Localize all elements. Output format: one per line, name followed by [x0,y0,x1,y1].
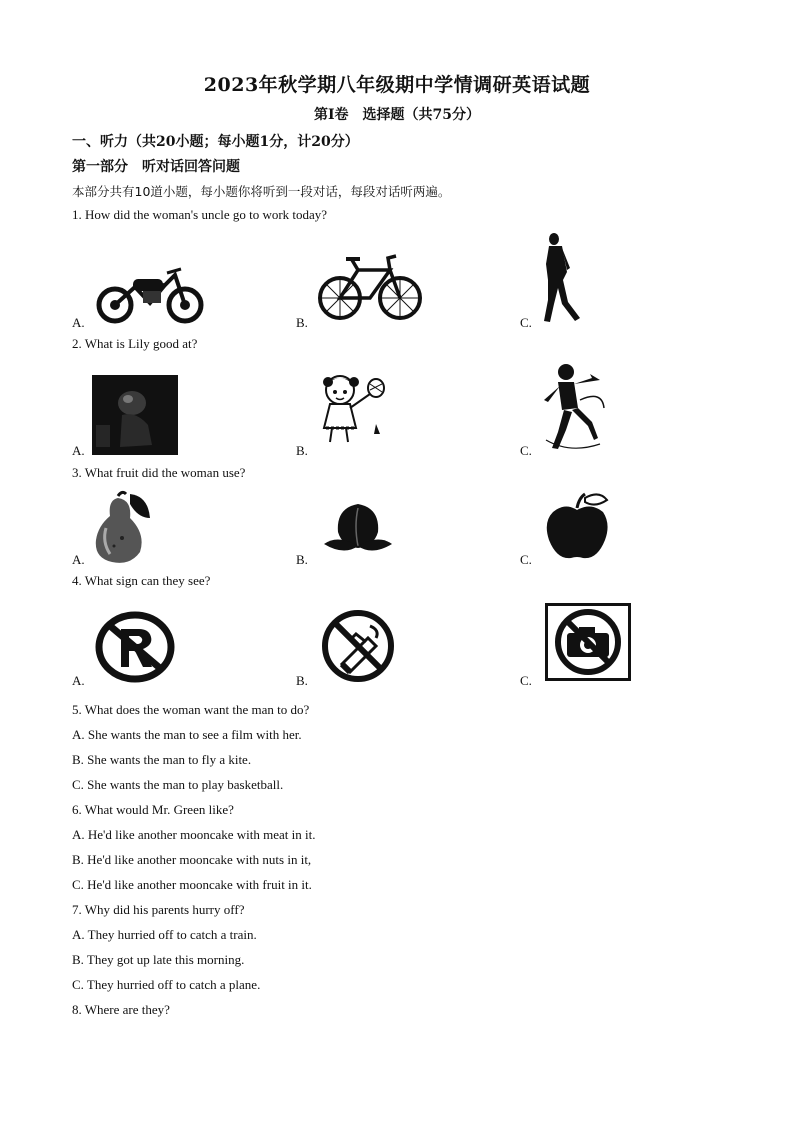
question-1: 1. How did the woman's uncle go to work today? [72,207,328,222]
question-8: 8. Where are they? [72,1002,170,1017]
q6-option-c: C. He'd like another mooncake with fruit in it. [72,877,312,892]
q2-option-b: B. [296,443,308,458]
q1-option-b: B. [296,315,308,330]
q1-option-a: A. [72,315,85,330]
q3-option-c: C. [520,552,532,567]
instruction-text: 本部分共有10道小题，每小题你将听到一段对话，每段对话听两遍。 [72,184,451,199]
q7-option-b: B. They got up late this morning. [72,952,245,967]
question-7: 7. Why did his parents hurry off? [72,902,245,917]
question-3: 3. What fruit did the woman use? [72,465,246,480]
part-heading: 第一部分 听对话回答问题 [72,159,240,175]
apple-icon [545,490,611,562]
q4-option-a: A. [72,673,85,688]
question-6: 6. What would Mr. Green like? [72,802,234,817]
pear-icon [92,488,154,564]
no-photo-sign-icon [545,603,631,681]
motorcycle-icon [95,265,205,325]
no-parking-sign-icon [95,611,175,683]
question-4: 4. What sign can they see? [72,573,211,588]
q5-option-c: C. She wants the man to play basketball. [72,777,284,792]
no-smoking-sign-icon [320,608,396,684]
girl-badminton-icon [318,372,390,448]
peach-icon [320,498,396,556]
question-2: 2. What is Lily good at? [72,336,198,351]
q2-option-c: C. [520,443,532,458]
page-title: 2023年秋学期八年级期中学情调研英语试题 [203,74,591,96]
q3-option-a: A. [72,552,85,567]
dark-photo-icon [92,375,178,455]
q5-option-a: A. She wants the man to see a film with her. [72,727,302,742]
walking-man-icon [540,232,590,324]
bicycle-icon [318,252,423,324]
q6-option-a: A. He'd like another mooncake with meat in it. [72,827,316,842]
q5-option-b: B. She wants the man to fly a kite. [72,752,252,767]
q2-option-a: A. [72,443,85,458]
q7-option-c: C. They hurried off to catch a plane. [72,977,261,992]
q4-option-c: C. [520,673,532,688]
q3-option-b: B. [296,552,308,567]
q6-option-b: B. He'd like another mooncake with nuts in it, [72,852,312,867]
skater-icon [540,360,610,454]
q7-option-a: A. They hurried off to catch a train. [72,927,257,942]
q1-option-c: C. [520,315,532,330]
section-heading: 一、听力（共20小题；每小题1分，计20分） [72,134,359,150]
page-subtitle: 第I卷 选择题（共75分） [313,107,481,123]
question-5: 5. What does the woman want the man to do? [72,702,310,717]
q4-option-b: B. [296,673,308,688]
